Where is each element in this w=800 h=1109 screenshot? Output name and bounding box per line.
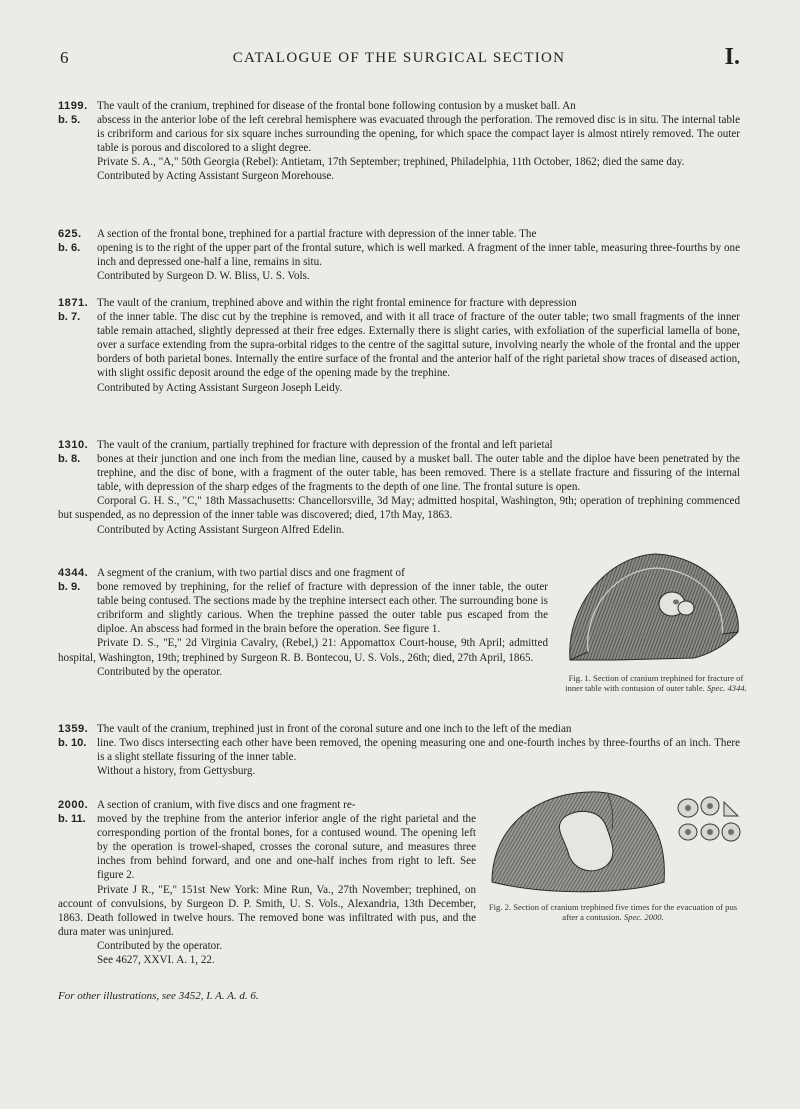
page-number: 6 xyxy=(60,48,69,67)
entry-subnumber: b. 9. xyxy=(58,581,81,594)
catalogue-entry-1359 xyxy=(58,722,740,778)
entry-history: Corporal G. H. S., "C," 18th Massachusetts: Chancellorsville, 3d May; admitted hospital, Washington, 9th; operation of trephining commenced but suspended, as no depression of the inner table was discovered; died, 17th May, 1863. xyxy=(58,495,740,522)
entry-contributor: Without a history, from Gettysburg. xyxy=(97,765,256,778)
entry-subnumber: b. 7. xyxy=(58,311,81,324)
entry-text-first: A section of cranium, with five discs and one fragment re- xyxy=(97,799,356,811)
entry-history: Private S. A., "A," 50th Georgia (Rebel): Antietam, 17th September; trephined, Philadelphia, 11th October, 1862; died the same day. xyxy=(97,156,685,169)
figure-label: Fig. 1. xyxy=(568,673,591,683)
section-number: I. xyxy=(724,44,740,70)
entry-contributor: Contributed by the operator. xyxy=(97,939,223,952)
entry-text-first: A segment of the cranium, with two partial discs and one fragment of xyxy=(97,567,405,579)
figure-caption-text: Section of cranium trephined five times for the evacuation of pus after a contusion. xyxy=(513,902,738,922)
figure-2-caption xyxy=(482,902,744,922)
entry-contributor: Contributed by the operator. xyxy=(97,665,223,678)
catalogue-entry-4344 xyxy=(58,566,548,679)
entry-number: 1199. xyxy=(58,100,88,112)
catalogue-entry-625 xyxy=(58,227,740,283)
page-header xyxy=(58,46,740,72)
entry-text-first: The vault of the cranium, trephined for disease of the frontal bone following contusion by a musket ball. An xyxy=(97,100,576,112)
entry-text: bone removed by trephining, for the relief of fracture with depression of the inner table, the outer table being contused. The sections made by the trephine intersect each other. The surrounding bone is cribriform and slightly carious. When the trephine passed the outer table pus escaped from the diploe. An abscess had formed in the brain before the operation. See figure 1. xyxy=(97,581,548,636)
entry-see-reference: See 4627, XXVI. A. 1, 22. xyxy=(97,954,215,967)
catalogue-entry-1871 xyxy=(58,296,740,395)
figure-2-illustration xyxy=(488,786,744,898)
entry-number: 1871. xyxy=(58,297,89,309)
figure-caption-text: Section of cranium trephined for fracture of inner table with contusion of outer table. xyxy=(565,673,744,693)
entry-contributor: Contributed by Acting Assistant Surgeon Morehouse. xyxy=(97,170,335,183)
footer-note: For other illustrations, see 3452, I. A. A. d. 6. xyxy=(58,990,259,1002)
figure-1-illustration xyxy=(566,548,744,666)
entry-text: bones at their junction and one inch from the median line, caused by a musket ball. The outer table and the diploe have been penetrated by the trephine, and the disc of bone, with a fragment of the outer table, has been removed. There is a stellate fracture and fissuring of the internal table, with depression of the sharp edges of the fragments to the depth of one line. The frontal suture is open. xyxy=(97,453,740,494)
entry-text-first: The vault of the cranium, partially trephined for fracture with depression of the frontal and left parietal xyxy=(97,439,553,451)
entry-history: Private J R., "E," 151st New York: Mine Run, Va., 27th November; trephined, on account of convulsions, by Surgeon D. P. Smith, U. S. Vols., Alexandria, 13th December, 1863. Death followed in twelve hours. The removed bone was infiltrated with pus, and the dura mater was uninjured. xyxy=(58,883,476,938)
entry-subnumber: b. 8. xyxy=(58,453,81,466)
entry-text-first: The vault of the cranium, trephined above and within the right frontal eminence for fracture with depression xyxy=(97,297,577,309)
entry-text-first: The vault of the cranium, trephined just in front of the coronal suture and one inch to the left of the median xyxy=(97,723,572,735)
catalogue-entry-1310 xyxy=(58,438,740,537)
catalogue-entry-1199 xyxy=(58,99,740,184)
figure-specimen: Spec. 4344. xyxy=(706,683,747,693)
entry-text: of the inner table. The disc cut by the trephine is removed, and with it all trace of fracture of the outer table; two small fragments of the inner table remain attached, slightly depressed at their free edges. Externally there is slight caries, with exfoliation of the superficial lamella of bone, over a surface extending from the supra-orbital ridges to the centre of the sagittal suture, involving nearly the whole of the frontal and the upper borders of both parietal bones. Internally the entire surface of the frontal and the anterior half of the right parietal show traces of diseased action, with slight ossific deposit around the edge of the opening made by the trephine. xyxy=(97,311,740,380)
figure-label: Fig. 2. xyxy=(488,902,512,912)
entry-subnumber: b. 10. xyxy=(58,737,87,750)
entry-history: Private D. S., "E," 2d Virginia Cavalry, (Rebel,) 21: Appomattox Court-house, 9th April; admitted hospital, Washington, 19th; trephined by Surgeon R. B. Bontecou, U. S. Vols., 26th; died, 27th April, 1865. xyxy=(58,637,548,664)
running-title: CATALOGUE OF THE SURGICAL SECTION xyxy=(232,50,566,66)
entry-subnumber: b. 11. xyxy=(58,813,86,826)
entry-subnumber: b. 5. xyxy=(58,114,81,127)
figure-specimen: Spec. 2000. xyxy=(623,912,664,922)
entry-contributor: Contributed by Surgeon D. W. Bliss, U. S. Vols. xyxy=(97,270,310,283)
entry-number: 4344. xyxy=(58,567,89,579)
entry-subnumber: b. 6. xyxy=(58,242,81,255)
entry-text-first: A section of the frontal bone, trephined for a partial fracture with depression of the inner table. The xyxy=(97,228,537,240)
entry-number: 1359. xyxy=(58,723,89,735)
entry-contributor: Contributed by Acting Assistant Surgeon Joseph Leidy. xyxy=(97,381,343,394)
entry-text: opening is to the right of the upper part of the frontal suture, which is well marked. A fragment of the inner table, measuring three-fourths by one inch and depressed one-half a line, remains in situ. xyxy=(97,242,740,269)
entry-text: moved by the trephine from the anterior inferior angle of the right parietal and the corresponding portion of the frontal bones, for a contused wound. The opening left by the operation is trowel-shaped, crosses the coronal suture, and measures three inches from behind forward, and one and one-half inches from right to left. See figure 2. xyxy=(97,813,476,882)
figure-1-caption xyxy=(564,673,748,693)
entry-number: 625. xyxy=(58,228,82,240)
entry-text: abscess in the anterior lobe of the left cerebral hemisphere was evacuated through the perforation. The removed disc is in situ. The internal table is cribriform and carious for six square inches surrounding the opening, for which space the compact layer is almost ntirely removed. The outer table is porous and discolored to a slight degree. xyxy=(97,114,740,155)
entry-number: 2000. xyxy=(58,799,89,811)
entry-number: 1310. xyxy=(58,439,89,451)
entry-contributor: Contributed by Acting Assistant Surgeon Alfred Edelin. xyxy=(97,523,345,536)
entry-text: line. Two discs intersecting each other have been removed, the opening measuring one and one-fourth inches by three-fourths of an inch. There is a slight stellate fissuring of the inner table. xyxy=(97,737,740,764)
